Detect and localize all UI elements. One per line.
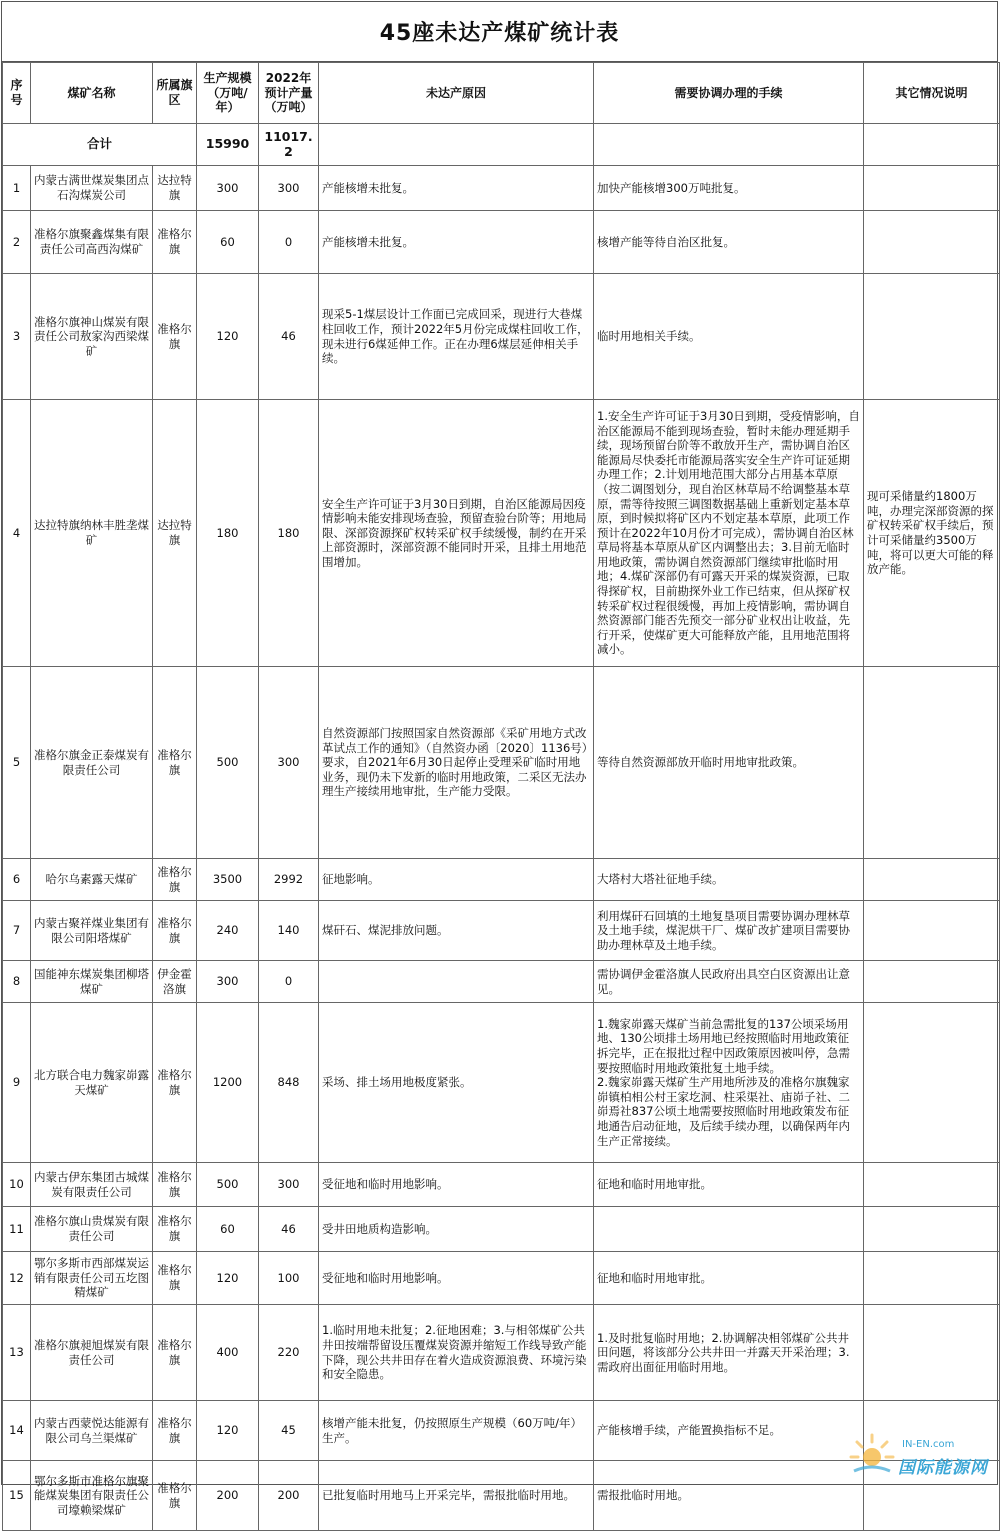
row-output: 300 [259,1163,319,1207]
table-title: 45座未达产煤矿统计表 [2,2,997,62]
row-other [864,859,1000,901]
row-capacity: 180 [197,400,259,667]
statistics-sheet [1,1,998,1517]
row-reason: 核增产能未批复，仍按照原生产规模（60万吨/年）生产。 [319,1401,594,1461]
row-seq: 1 [3,166,31,211]
row-banner: 准格尔旗 [153,211,197,274]
row-procedures: 大塔村大塔社征地手续。 [594,859,864,901]
row-seq: 15 [3,1461,31,1531]
table-row [3,961,1000,1003]
row-capacity: 60 [197,1207,259,1252]
row-other [864,1207,1000,1252]
row-procedures: 临时用地相关手续。 [594,274,864,400]
row-other [864,901,1000,961]
row-mine-name: 哈尔乌素露天煤矿 [31,859,153,901]
row-other [864,1252,1000,1305]
table-row [3,211,1000,274]
row-other [864,274,1000,400]
watermark-cn: 国际能源网 [898,1458,988,1478]
table-row [3,1003,1000,1163]
row-capacity: 120 [197,1401,259,1461]
row-seq: 4 [3,400,31,667]
table-row [3,274,1000,400]
row-other [864,1003,1000,1163]
row-reason: 采场、排土场用地极度紧张。 [319,1003,594,1163]
row-procedures: 1.魏家峁露天煤矿当前急需批复的137公顷采场用地、130公顷排土场用地已经按照临时用地政策征拆完毕，正在报批过程中因政策原因被叫停，急需要按照临时用地政策批复土地手续。 2.魏家峁露天煤矿生产用地所涉及的准格尔旗魏家峁镇柏相公村王家圪洞、柱采渠社、庙峁子社、二峁焉社837公顷土地需要按照临时用地政策发布征地通告启动征地，及后续手续办理，以确保两年内生产正常接续。 [594,1003,864,1163]
row-reason: 煤矸石、煤泥排放问题。 [319,901,594,961]
row-output: 848 [259,1003,319,1163]
row-other [864,1163,1000,1207]
row-reason: 1.临时用地未批复；2.征地困难；3.与相邻煤矿公共井田按端帮留设压覆煤炭资源并缩短工作线导致产能下降，现公共井田存在着火造成资源浪费、环境污染和安全隐患。 [319,1305,594,1401]
header-banner: 所属旗区 [153,63,197,124]
row-capacity: 120 [197,1252,259,1305]
header-row [3,63,1000,124]
row-seq: 5 [3,667,31,859]
table-row [3,1252,1000,1305]
row-reason [319,961,594,1003]
row-output: 180 [259,400,319,667]
table-row [3,400,1000,667]
sun-logo-icon [848,1433,896,1477]
row-banner: 准格尔旗 [153,901,197,961]
header-procedures: 需要协调办理的手续 [594,63,864,124]
row-output: 0 [259,211,319,274]
row-banner: 准格尔旗 [153,1305,197,1401]
row-reason: 征地影响。 [319,859,594,901]
row-banner: 达拉特旗 [153,166,197,211]
row-banner: 准格尔旗 [153,274,197,400]
summary-other [864,124,1000,166]
row-mine-name: 准格尔旗金正泰煤炭有限责任公司 [31,667,153,859]
row-reason: 产能核增未批复。 [319,211,594,274]
header-capacity: 生产规模（万吨/年） [197,63,259,124]
row-output: 2992 [259,859,319,901]
summary-row [3,124,1000,166]
row-seq: 3 [3,274,31,400]
watermark-en: IN-EN.com [902,1439,955,1450]
header-name: 煤矿名称 [31,63,153,124]
row-procedures: 核增产能等待自治区批复。 [594,211,864,274]
row-mine-name: 鄂尔多斯市西部煤炭运销有限责任公司五圪图精煤矿 [31,1252,153,1305]
row-capacity: 60 [197,211,259,274]
row-output: 300 [259,667,319,859]
row-output: 140 [259,901,319,961]
row-mine-name: 内蒙古西蒙悦达能源有限公司乌兰渠煤矿 [31,1401,153,1461]
row-procedures: 产能核增手续，产能置换指标不足。 [594,1401,864,1461]
row-seq: 12 [3,1252,31,1305]
row-seq: 8 [3,961,31,1003]
summary-procedures [594,124,864,166]
header-reason: 未达产原因 [319,63,594,124]
row-mine-name: 达拉特旗纳林丰胜垄煤矿 [31,400,153,667]
row-banner: 伊金霍洛旗 [153,961,197,1003]
table-row [3,667,1000,859]
row-mine-name: 准格尔旗聚鑫煤集有限责任公司高西沟煤矿 [31,211,153,274]
table-row [3,859,1000,901]
row-capacity: 300 [197,166,259,211]
watermark-logo [840,1429,990,1481]
row-output: 0 [259,961,319,1003]
row-procedures: 需协调伊金霍洛旗人民政府出具空白区资源出让意见。 [594,961,864,1003]
row-output: 200 [259,1461,319,1531]
row-capacity: 3500 [197,859,259,901]
row-seq: 11 [3,1207,31,1252]
row-other: 现可采储量约1800万吨，办理完深部资源的探矿权转采矿权手续后，预计可采储量约3500万吨，将可以更大可能的释放产能。 [864,400,1000,667]
row-procedures: 征地和临时用地审批。 [594,1252,864,1305]
table-row [3,901,1000,961]
row-mine-name: 国能神东煤炭集团柳塔煤矿 [31,961,153,1003]
row-banner: 准格尔旗 [153,1461,197,1531]
row-capacity: 1200 [197,1003,259,1163]
header-output-2022: 2022年预计产量（万吨） [259,63,319,124]
row-output: 46 [259,274,319,400]
summary-label: 合计 [3,124,197,166]
row-reason: 现采5-1煤层设计工作面已完成回采，现进行大巷煤柱回收工作，预计2022年5月份完成煤柱回收工作，现未进行6煤延伸工作。正在办理6煤层延伸相关手续。 [319,274,594,400]
row-banner: 准格尔旗 [153,667,197,859]
row-output: 45 [259,1401,319,1461]
row-mine-name: 准格尔旗山贵煤炭有限责任公司 [31,1207,153,1252]
row-procedures: 等待自然资源部放开临时用地审批政策。 [594,667,864,859]
row-procedures: 1.安全生产许可证于3月30日到期，受疫情影响，自治区能源局不能到现场查验，暂时未能办理延期手续，现场预留台阶等不敢放开生产，需协调自治区能源局尽快委托市能源局落实安全生产许可证延期办理工作；2.计划用地范围大部分占用基本草原（按二调图划分，现自治区林草局不给调整基本草原，需等待按照三调图数据基础上重新划定基本草原，到时候拟将矿区内不划定基本草原，此项工作预计在2022年10月份才可完成），需协调自治区林草局将基本草原从矿区内调整出去；3.目前无临时用地政策，需协调自然资源部门继续审批临时用地；4.煤矿深部仍有可露天开采的煤炭资源，已取得探矿权，目前勘探外业工作已结束，但从探矿权转采矿权过程很缓慢，再加上疫情影响，需协调自然资源部门能否先预交一部分矿业权出让收益，先行开采，使煤矿更大可能释放产能，且用地范围将减小。 [594,400,864,667]
row-seq: 9 [3,1003,31,1163]
row-other [864,961,1000,1003]
table-row [3,1163,1000,1207]
row-other [864,667,1000,859]
row-banner: 准格尔旗 [153,859,197,901]
table-row [3,166,1000,211]
row-capacity: 500 [197,1163,259,1207]
row-seq: 10 [3,1163,31,1207]
table-row [3,1305,1000,1401]
row-seq: 13 [3,1305,31,1401]
summary-capacity: 15990 [197,124,259,166]
row-other [864,211,1000,274]
row-output: 220 [259,1305,319,1401]
row-other [864,1305,1000,1401]
row-reason: 受征地和临时用地影响。 [319,1163,594,1207]
row-banner: 准格尔旗 [153,1003,197,1163]
row-mine-name: 鄂尔多斯市准格尔旗聚能煤炭集团有限责任公司壕赖梁煤矿 [31,1461,153,1531]
row-output: 46 [259,1207,319,1252]
row-capacity: 300 [197,961,259,1003]
row-mine-name: 内蒙古聚祥煤业集团有限公司阳塔煤矿 [31,901,153,961]
row-banner: 准格尔旗 [153,1401,197,1461]
row-capacity: 200 [197,1461,259,1531]
summary-reason [319,124,594,166]
row-seq: 14 [3,1401,31,1461]
row-seq: 2 [3,211,31,274]
row-mine-name: 内蒙古伊东集团古城煤炭有限责任公司 [31,1163,153,1207]
row-procedures: 利用煤矸石回填的土地复垦项目需要协调办理林草及土地手续，煤泥烘干厂、煤矿改扩建项目需要协助办理林草及土地手续。 [594,901,864,961]
row-procedures: 1.及时批复临时用地；2.协调解决相邻煤矿公共井田问题，将该部分公共井田一并露天开采治理；3.需政府出面征用临时用地。 [594,1305,864,1401]
row-reason: 受征地和临时用地影响。 [319,1252,594,1305]
row-procedures: 征地和临时用地审批。 [594,1163,864,1207]
row-seq: 7 [3,901,31,961]
row-procedures: 需报批临时用地。 [594,1461,864,1531]
header-seq: 序号 [3,63,31,124]
row-mine-name: 内蒙古满世煤炭集团点石沟煤炭公司 [31,166,153,211]
row-reason: 安全生产许可证于3月30日到期，自治区能源局因疫情影响未能安排现场查验，预留查验台阶等；用地局限、深部资源探矿权转采矿权手续缓慢，制约在开采上部资源时，深部资源不能同时开采，且排土用地范围增加。 [319,400,594,667]
row-banner: 准格尔旗 [153,1163,197,1207]
row-banner: 达拉特旗 [153,400,197,667]
row-seq: 6 [3,859,31,901]
row-output: 100 [259,1252,319,1305]
row-mine-name: 北方联合电力魏家峁露天煤矿 [31,1003,153,1163]
row-banner: 准格尔旗 [153,1252,197,1305]
row-reason: 产能核增未批复。 [319,166,594,211]
row-reason: 受井田地质构造影响。 [319,1207,594,1252]
row-capacity: 240 [197,901,259,961]
row-output: 300 [259,166,319,211]
row-banner: 准格尔旗 [153,1207,197,1252]
summary-output: 11017.2 [259,124,319,166]
row-mine-name: 准格尔旗神山煤炭有限责任公司敖家沟西梁煤矿 [31,274,153,400]
row-procedures: 加快产能核增300万吨批复。 [594,166,864,211]
coal-mine-table [2,62,1000,1531]
row-capacity: 120 [197,274,259,400]
row-capacity: 500 [197,667,259,859]
row-mine-name: 准格尔旗昶旭煤炭有限责任公司 [31,1305,153,1401]
row-capacity: 400 [197,1305,259,1401]
header-other: 其它情况说明 [864,63,1000,124]
row-procedures [594,1207,864,1252]
row-other [864,166,1000,211]
row-reason: 已批复临时用地马上开采完毕，需报批临时用地。 [319,1461,594,1531]
table-row [3,1207,1000,1252]
row-reason: 自然资源部门按照国家自然资源部《采矿用地方式改革试点工作的通知》（自然资办函〔2020〕1136号）要求，自2021年6月30日起停止受理采矿临时用地业务，现仍未下发新的临时用地政策，二采区无法办理生产接续用地审批，生产能力受限。 [319,667,594,859]
